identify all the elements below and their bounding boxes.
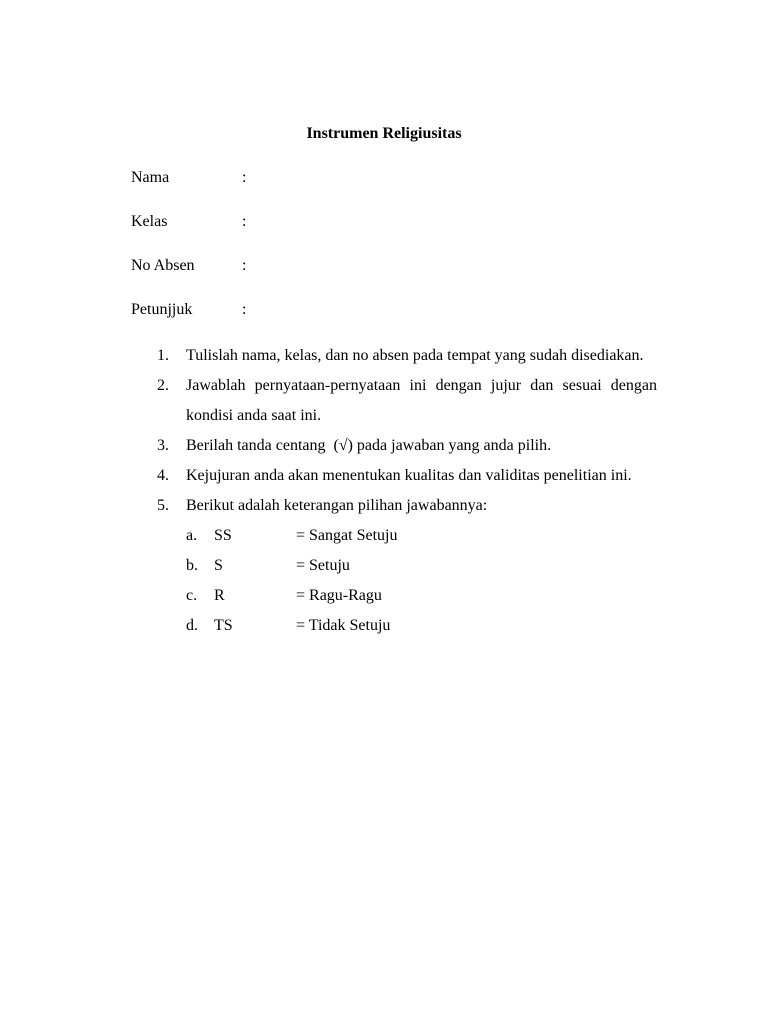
- instruction-text: Kejujuran anda akan menentukan kualitas dan validitas penelitian ini.: [186, 467, 632, 484]
- field-label: Kelas: [131, 213, 168, 230]
- instruction-text: Tulislah nama, kelas, dan no absen pada tempat yang sudah disediakan.: [186, 347, 644, 364]
- instruction-number: 1.: [157, 347, 169, 364]
- instruction-item: [157, 341, 657, 371]
- option-meaning: = Tidak Setuju: [296, 617, 391, 634]
- field-label: Petunjjuk: [131, 301, 193, 318]
- answer-option: [186, 551, 657, 581]
- option-letter: d.: [186, 617, 198, 634]
- field-nama: [131, 166, 391, 190]
- instruction-item: [157, 431, 657, 461]
- field-petunjuk: [131, 298, 391, 322]
- instruction-number: 4.: [157, 467, 169, 484]
- instruction-list: [157, 341, 657, 641]
- answer-option: [186, 521, 657, 551]
- document-title: Instrumen Religiusitas: [306, 125, 462, 142]
- answer-option: [186, 611, 657, 641]
- instruction-number: 2.: [157, 377, 169, 394]
- instruction-text: Berilah tanda centang (√) pada jawaban yang anda pilih.: [186, 437, 552, 454]
- field-colon: :: [242, 301, 247, 318]
- option-code: S: [214, 557, 223, 574]
- instruction-number: 5.: [157, 497, 169, 514]
- field-no-absen: [131, 254, 391, 278]
- option-code: R: [214, 587, 225, 604]
- option-letter: b.: [186, 557, 198, 574]
- field-colon: :: [242, 169, 247, 186]
- instruction-item: [157, 461, 657, 491]
- option-meaning: = Ragu-Ragu: [296, 587, 382, 604]
- answer-options-list: [186, 521, 657, 641]
- instruction-item: [157, 371, 657, 431]
- instruction-text: Berikut adalah keterangan pilihan jawabannya:: [186, 497, 488, 514]
- option-meaning: = Sangat Setuju: [296, 527, 398, 544]
- instruction-number: 3.: [157, 437, 169, 454]
- instruction-item: [157, 491, 657, 641]
- answer-option: [186, 581, 657, 611]
- field-colon: :: [242, 257, 247, 274]
- option-code: TS: [214, 617, 233, 634]
- option-code: SS: [214, 527, 232, 544]
- field-label: Nama: [131, 169, 170, 186]
- option-meaning: = Setuju: [296, 557, 350, 574]
- option-letter: c.: [186, 587, 198, 604]
- field-colon: :: [242, 213, 247, 230]
- instruction-text: Jawablah pernyataan-pernyataan ini dengan jujur dan sesuai dengan kondisi anda saat ini.: [186, 377, 657, 424]
- field-kelas: [131, 210, 391, 234]
- field-label: No Absen: [131, 257, 195, 274]
- option-letter: a.: [186, 527, 198, 544]
